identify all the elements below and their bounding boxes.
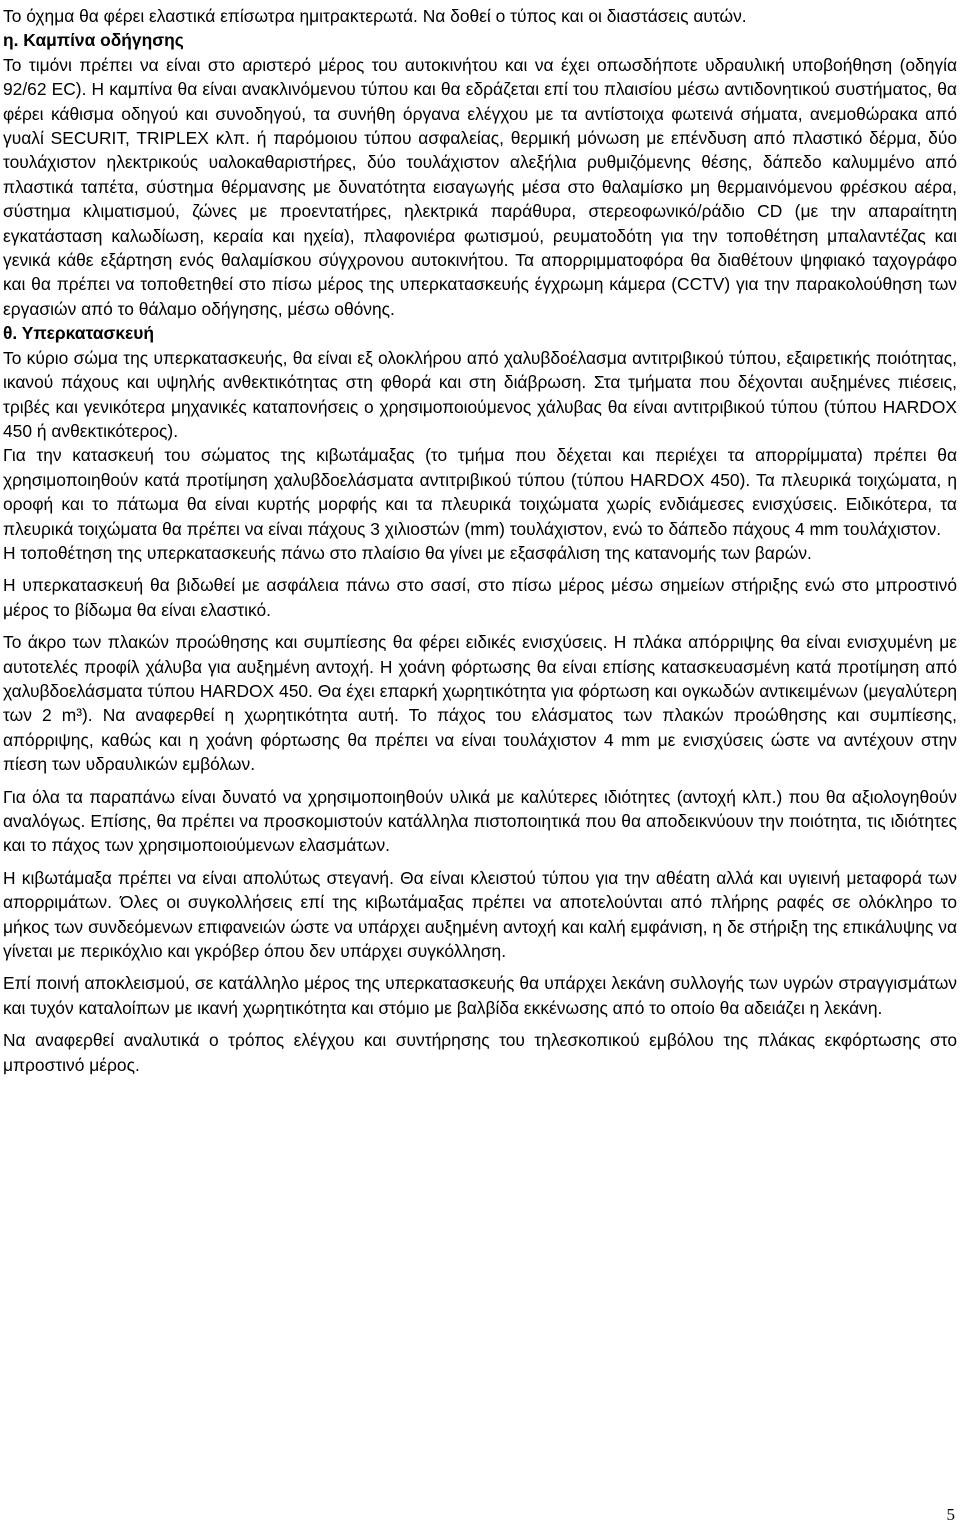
section-theta-paragraph-3: Η τοποθέτηση της υπερκατασκευής πάνω στο πλαίσιο θα γίνει με εξασφάλιση της κατανομής των βαρών. [3, 542, 812, 563]
section-theta-paragraph-6: Για όλα τα παραπάνω είναι δυνατό να χρησιμοποιηθούν υλικά με καλύτερες ιδιότητες (αντοχή κλπ.) που θα αξιολογηθούν αναλόγως. Επίσης, θα πρέπει να προσκομιστούν κατάλληλα πιστοποιητικά που θα αποδεικνύουν την ποιότητα, τις ιδιότητες και το πάχος των χρησιμοποιούμενων ελασμάτων. [3, 786, 957, 856]
section-theta-paragraph-1: Το κύριο σώμα της υπερκατασκευής, θα είναι εξ ολοκλήρου από χαλυβδοέλασμα αντιτριβικού τύπου, εξαιρετικής ποιότητας, ικανού πάχους και υψηλής ανθεκτικότητας στη φθορά και στη διάβρωση. Στα τμήματα που δέχονται αυξημένες πιέσεις, τριβές και γενικότερα μηχανικές καταπονήσεις ο χρησιμοποιούμενος χάλυβας θα είναι αντιτριβικού τύπου (τύπου HARDOX 450 ή ανθεκτικότερος). [3, 347, 957, 441]
section-theta-heading: θ. Υπερκατασκευή [3, 323, 155, 344]
section-theta-paragraph-5: Το άκρο των πλακών προώθησης και συμπίεσης θα φέρει ειδικές ενισχύσεις. Η πλάκα απόρριψης θα είναι ενισχυμένη με αυτοτελές προφίλ χάλυβα για αυξημένη αντοχή. Η χοάνη φόρτωσης θα είναι επίσης κατασκευασμένη κατά προτίμηση από χαλυβδοελάσματα τύπου HARDOX 450. Θα έχει επαρκή χωρητικότητα για φόρτωση και ογκωδών αντικειμένων (μεγαλύτερη των 2 m³). Να αναφερθεί η χωρητικότητα αυτή. Το πάχος του ελάσματος των πλακών προώθησης και συμπίεσης, απόρριψης, καθώς και η χοάνη φόρτωσης θα πρέπει να είναι τουλάχιστον 4 mm με ενισχύσεις ώστε να αντέχουν στην πίεση των υδραυλικών εμβόλων. [3, 632, 957, 775]
page-content [3, 4, 957, 1077]
section-eta-paragraph: Το τιμόνι πρέπει να είναι στο αριστερό μέρος του αυτοκινήτου και να έχει οπωσδήποτε υδραυλική υποβοήθηση (οδηγία 92/62 EC). Η καμπίνα θα είναι ανακλινόμενου τύπου και θα εδράζεται επί του πλαισίου μέσω αντιδονητικού συστήματος, θα φέρει κάθισμα οδηγού και συνοδηγού, τα συνήθη όργανα ελέγχου με τα αντίστοιχα φωτεινά σήματα, ανεμοθώρακα από γυαλί SECURIT, TRIPLEX κλπ. ή παρόμοιου τύπου ασφαλείας, θερμική μόνωση με επένδυση από πλαστικό δέρμα, δύο τουλάχιστον ηλεκτρικούς υαλοκαθαριστήρες, δύο τουλάχιστον αλεξήλια ρυθμιζόμενης θέσης, δάπεδο καλυμμένο από πλαστικά ταπέτα, σύστημα θέρμανσης με δυνατότητα εισαγωγής μέσα στο θαλαμίσκο μη θερμαινόμενου φρέσκου αέρα, σύστημα κλιματισμού, ζώνες με προεντατήρες, ηλεκτρικά παράθυρα, στερεοφωνικό/ράδιο CD (με την απαραίτητη εγκατάσταση καλωδίωση, κεραία και ηχεία), πλαφονιέρα φωτισμού, ρευματοδότη για την τοποθέτηση μπαλαντέζας και γενικά κάθε εξάρτηση ενός θαλαμίσκου σύγχρονου αυτοκινήτου. Τα απορριμματοφόρα θα διαθέτουν ψηφιακό ταχογράφο και θα πρέπει να τοποθετηθεί στο πίσω μέρος της υπερκατασκευής έγχρωμη κάμερα (CCTV) για την παρακολούθηση των εργασιών από το θάλαμο οδήγησης, μέσω οθόνης. [3, 54, 957, 319]
section-theta-paragraph-2: Για την κατασκευή του σώματος της κιβωτάμαξας (το τμήμα που δέχεται και περιέχει τα απορρίμματα) πρέπει θα χρησιμοποιηθούν κατά προτίμηση χαλυβδοελάσματα αντιτριβικού τύπου (τύπου HARDOX 450). Τα πλευρικά τοιχώματα, η οροφή και το πάτωμα θα είναι κυρτής μορφής και τα πλευρικά τοιχώματα χωρίς ενδιάμεσες ενισχύσεις. Ειδικότερα, τα πλευρικά τοιχώματα θα πρέπει να είναι πάχους 3 χιλιοστών (mm) τουλάχιστον, ενώ το δάπεδο πάχους 4 mm τουλάχιστον. [3, 445, 957, 539]
section-eta-heading: η. Καμπίνα οδήγησης [3, 30, 184, 51]
section-theta-paragraph-7: Η κιβωτάμαξα πρέπει να είναι απολύτως στεγανή. Θα είναι κλειστού τύπου για την αθέατη αλλά και υγιεινή μεταφορά των απορριμάτων. Όλες οι συγκολλήσεις επί της κιβωτάμαξας πρέπει να αποτελούνται από πλήρης ραφές σε ολόκληρο το μήκος των συνδεόμενων επιφανειών ώστε να υπάρχει αυξημένη αντοχή και καλή εμφάνιση, η δε στήριξη της επικάλυψης να γίνεται με περικόχλιο και γκρόβερ όπου δεν υπάρχει συγκόλληση. [3, 867, 957, 962]
section-theta-paragraph-9: Να αναφερθεί αναλυτικά ο τρόπος ελέγχου και συντήρησης του τηλεσκοπικού εμβόλου της πλάκας εκφόρτωσης στο μπροστινό μέρος. [3, 1030, 957, 1075]
intro-tyres-paragraph: Το όχημα θα φέρει ελαστικά επίσωτρα ημιτρακτερωτά. Να δοθεί ο τύπος και οι διαστάσεις αυτών. [3, 6, 747, 26]
section-theta-paragraph-4: Η υπερκατασκευή θα βιδωθεί με ασφάλεια πάνω στο σασί, στο πίσω μέρος μέσω σημείων στήριξης ενώ στο μπροστινό μέρος το βίδωμα θα είναι ελαστικό. [3, 575, 957, 620]
section-theta-paragraph-8: Επί ποινή αποκλεισμού, σε κατάλληλο μέρος της υπερκατασκευής θα υπάρχει λεκάνη συλλογής των υγρών στραγγισμάτων και τυχόν καταλοίπων με ικανή χωρητικότητα και στόμιο με βαλβίδα εκκένωσης από το οποίο θα αδειάζει η λεκάνη. [3, 973, 957, 1018]
page-number: 5 [946, 1505, 955, 1524]
